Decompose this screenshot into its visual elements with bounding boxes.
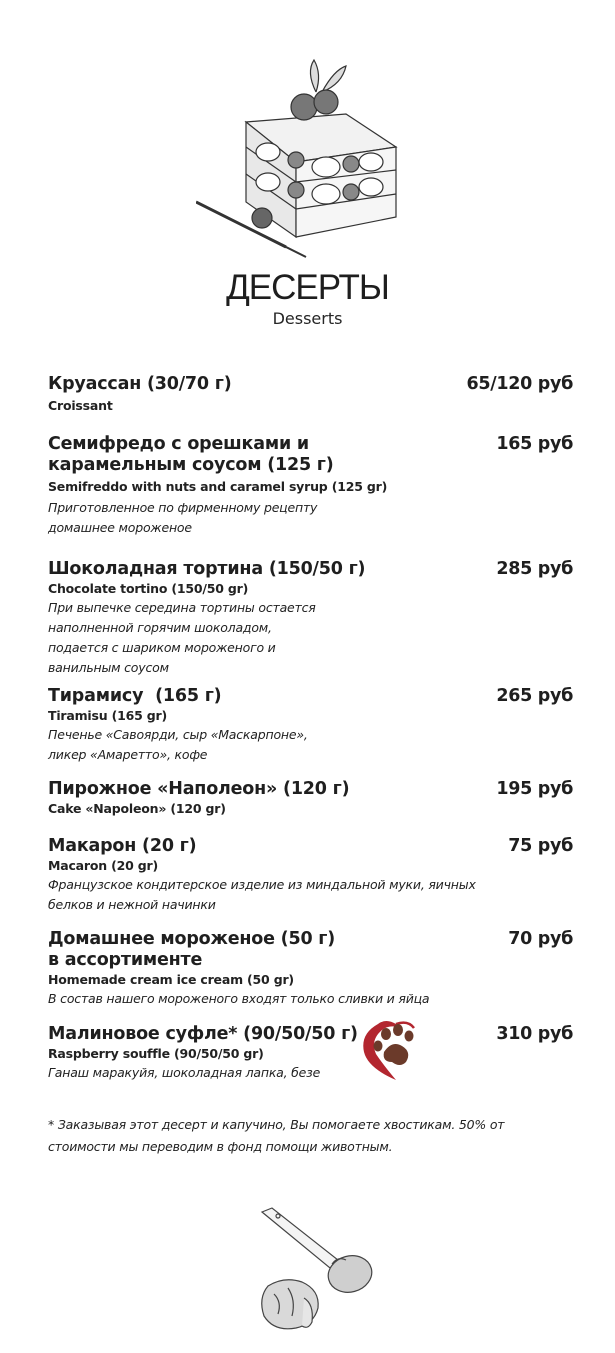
item-description-line-1: Приготовленное по фирменному рецепту	[48, 500, 318, 515]
menu-item-napoleon	[48, 779, 573, 818]
item-description-line-2: белков и нежной начинки	[48, 897, 216, 912]
item-english: Macaron (20 gr)	[48, 858, 159, 873]
item-description-line-4: ванильным соусом	[48, 660, 169, 675]
item-price: 310 руб	[496, 1024, 573, 1044]
item-price: 265 руб	[496, 686, 573, 706]
item-description-line-1: При выпечке середина тортины остается	[48, 600, 316, 615]
ice-cream-scoop-illustration	[238, 1198, 378, 1343]
menu-item-chocolate-tortino	[48, 559, 573, 678]
item-description-line-1: Печенье «Савоярди, сыр «Маскарпоне»,	[48, 727, 308, 742]
item-name: Шоколадная тортина (150/50 г)	[48, 559, 366, 579]
footnote-line-2: стоимости мы переводим в фонд помощи животным.	[48, 1139, 393, 1154]
menu-item-homemade-ice-cream	[48, 929, 573, 1009]
item-price: 165 руб	[496, 434, 573, 454]
footnote	[48, 1114, 568, 1158]
item-english: Raspberry souffle (90/50/50 gr)	[48, 1046, 264, 1061]
item-name: Макарон (20 г)	[48, 836, 197, 856]
item-description-line-2: домашнее мороженое	[48, 520, 192, 535]
item-english: Cake «Napoleon» (120 gr)	[48, 801, 226, 816]
item-name-line-1: Семифредо с орешками и	[48, 434, 309, 454]
cake-illustration	[196, 52, 426, 262]
item-price: 195 руб	[496, 779, 573, 799]
item-english: Tiramisu (165 gr)	[48, 708, 167, 723]
item-name: Тирамису (165 г)	[48, 686, 222, 706]
item-english: Homemade cream ice cream (50 gr)	[48, 972, 294, 987]
item-description-line-1: Ганаш маракуйя, шоколадная лапка, безе	[48, 1065, 321, 1080]
item-price: 75 руб	[508, 836, 573, 856]
footnote-line-1: * Заказывая этот десерт и капучино, Вы помогаете хвостикам. 50% от	[48, 1117, 505, 1132]
item-english: Semifreddo with nuts and caramel syrup (125 gr)	[48, 479, 388, 494]
heart-paw-icon	[356, 1016, 418, 1082]
item-name-line-2: в ассортименте	[48, 950, 203, 970]
item-description-line-1: В состав нашего мороженого входят только сливки и яйца	[48, 991, 430, 1006]
item-price: 65/120 руб	[466, 374, 573, 394]
item-english: Croissant	[48, 398, 113, 413]
page-subtitle: Desserts	[272, 309, 343, 328]
item-name-line-1: Домашнее мороженое (50 г)	[48, 929, 336, 949]
menu-item-macaron	[48, 836, 573, 915]
item-english: Chocolate tortino (150/50 gr)	[48, 581, 249, 596]
item-description-line-2: наполненной горячим шоколадом,	[48, 620, 272, 635]
menu-item-raspberry-souffle	[48, 1024, 573, 1083]
item-name-line-2: карамельным соусом (125 г)	[48, 455, 334, 475]
menu-item-tiramisu	[48, 686, 573, 765]
item-name: Малиновое суфле* (90/50/50 г)	[48, 1024, 358, 1044]
item-name: Круассан (30/70 г)	[48, 374, 232, 394]
item-price: 285 руб	[496, 559, 573, 579]
page-title: ДЕСЕРТЫ	[226, 268, 389, 307]
item-name: Пирожное «Наполеон» (120 г)	[48, 779, 350, 799]
item-description-line-3: подается с шариком мороженого и	[48, 640, 276, 655]
item-price: 70 руб	[508, 929, 573, 949]
item-description-line-1: Французское кондитерское изделие из миндальной муки, яичных	[48, 877, 476, 892]
menu-item-croissant	[48, 374, 573, 415]
menu-item-semifreddo	[48, 434, 573, 538]
item-description-line-2: ликер «Амаретто», кофе	[48, 747, 208, 762]
